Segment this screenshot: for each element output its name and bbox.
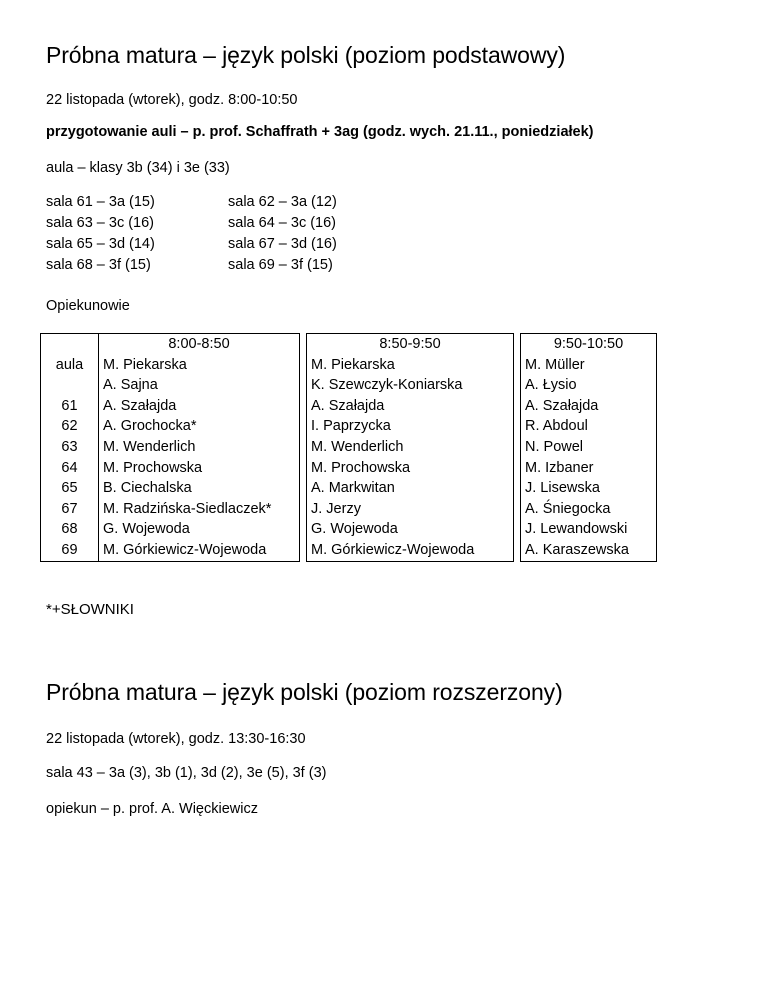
supervisor-cell: R. Abdoul xyxy=(521,416,657,437)
supervisor-cell: I. Paprzycka xyxy=(307,416,514,437)
room-cell: 64 xyxy=(41,458,99,479)
room-assignment: sala 69 – 3f (15) xyxy=(228,257,333,273)
room-assignment: sala 67 – 3d (16) xyxy=(228,236,337,252)
supervisor-cell: A. Szałajda xyxy=(99,396,300,417)
room-cell: 68 xyxy=(41,519,99,540)
supervisor-cell: M. Wenderlich xyxy=(99,437,300,458)
column-header: 8:50-9:50 xyxy=(307,334,514,355)
table-header-row xyxy=(41,334,657,355)
room-cell: 63 xyxy=(41,437,99,458)
basic-prep: przygotowanie auli – p. prof. Schaffrath + 3ag (godz. wych. 21.11., poniedziałek) xyxy=(46,124,594,140)
supervisor-cell: G. Wojewoda xyxy=(307,519,514,540)
supervisors-table xyxy=(40,333,657,562)
supervisor-cell: M. Radzińska-Siedlaczek* xyxy=(99,499,300,520)
supervisor-cell: M. Piekarska xyxy=(307,355,514,376)
table-row xyxy=(41,478,657,499)
table-row xyxy=(41,355,657,376)
table-row xyxy=(41,375,657,396)
extended-date: 22 listopada (wtorek), godz. 13:30-16:30 xyxy=(46,731,306,747)
supervisor-cell: A. Szałajda xyxy=(307,396,514,417)
supervisor-cell: M. Müller xyxy=(521,355,657,376)
room-cell: 62 xyxy=(41,416,99,437)
table-row xyxy=(41,437,657,458)
supervisor-cell: M. Górkiewicz-Wojewoda xyxy=(99,540,300,561)
room-cell: aula xyxy=(41,355,99,376)
column-header: 8:00-8:50 xyxy=(99,334,300,355)
supervisor-cell: A. Sajna xyxy=(99,375,300,396)
room-cell: 65 xyxy=(41,478,99,499)
supervisor-cell: M. Górkiewicz-Wojewoda xyxy=(307,540,514,561)
table-row xyxy=(41,458,657,479)
extended-supervisor: opiekun – p. prof. A. Więckiewicz xyxy=(46,801,258,817)
room-assignment: sala 63 – 3c (16) xyxy=(46,215,155,231)
basic-date: 22 listopada (wtorek), godz. 8:00-10:50 xyxy=(46,92,298,108)
table-cell xyxy=(41,334,99,355)
supervisor-cell: A. Łysio xyxy=(521,375,657,396)
supervisor-cell: A. Karaszewska xyxy=(521,540,657,561)
supervisor-cell: M. Piekarska xyxy=(99,355,300,376)
supervisor-cell: M. Wenderlich xyxy=(307,437,514,458)
room-cell: 69 xyxy=(41,540,99,561)
supervisor-cell: M. Prochowska xyxy=(307,458,514,479)
supervisor-cell: B. Ciechalska xyxy=(99,478,300,499)
supervisor-cell: A. Śniegocka xyxy=(521,499,657,520)
room-cell: 61 xyxy=(41,396,99,417)
basic-title: Próbna matura – język polski (poziom podstawowy) xyxy=(46,42,566,68)
table-row xyxy=(41,499,657,520)
supervisor-cell: K. Szewczyk-Koniarska xyxy=(307,375,514,396)
table-row xyxy=(41,396,657,417)
footnote: *+SŁOWNIKI xyxy=(46,601,134,618)
supervisor-cell: A. Grochocka* xyxy=(99,416,300,437)
supervisor-cell: M. Izbaner xyxy=(521,458,657,479)
column-header: 9:50-10:50 xyxy=(521,334,657,355)
table-row xyxy=(41,519,657,540)
table-row xyxy=(41,416,657,437)
basic-aula: aula – klasy 3b (34) i 3e (33) xyxy=(46,160,230,176)
supervisors-label: Opiekunowie xyxy=(46,298,130,314)
room-assignment: sala 68 – 3f (15) xyxy=(46,257,151,273)
table-row xyxy=(41,540,657,561)
extended-title: Próbna matura – język polski (poziom rozszerzony) xyxy=(46,679,563,705)
supervisor-cell: A. Szałajda xyxy=(521,396,657,417)
room-cell xyxy=(41,375,99,396)
supervisor-cell: G. Wojewoda xyxy=(99,519,300,540)
supervisor-cell: J. Jerzy xyxy=(307,499,514,520)
supervisor-cell: J. Lisewska xyxy=(521,478,657,499)
room-assignment: sala 62 – 3a (12) xyxy=(228,194,337,210)
room-assignment: sala 61 – 3a (15) xyxy=(46,194,155,210)
extended-room: sala 43 – 3a (3), 3b (1), 3d (2), 3e (5), 3f (3) xyxy=(46,765,327,781)
room-assignment: sala 64 – 3c (16) xyxy=(228,215,337,231)
room-assignment: sala 65 – 3d (14) xyxy=(46,236,155,252)
supervisor-cell: J. Lewandowski xyxy=(521,519,657,540)
supervisor-cell: N. Powel xyxy=(521,437,657,458)
room-cell: 67 xyxy=(41,499,99,520)
supervisor-cell: M. Prochowska xyxy=(99,458,300,479)
supervisor-cell: A. Markwitan xyxy=(307,478,514,499)
